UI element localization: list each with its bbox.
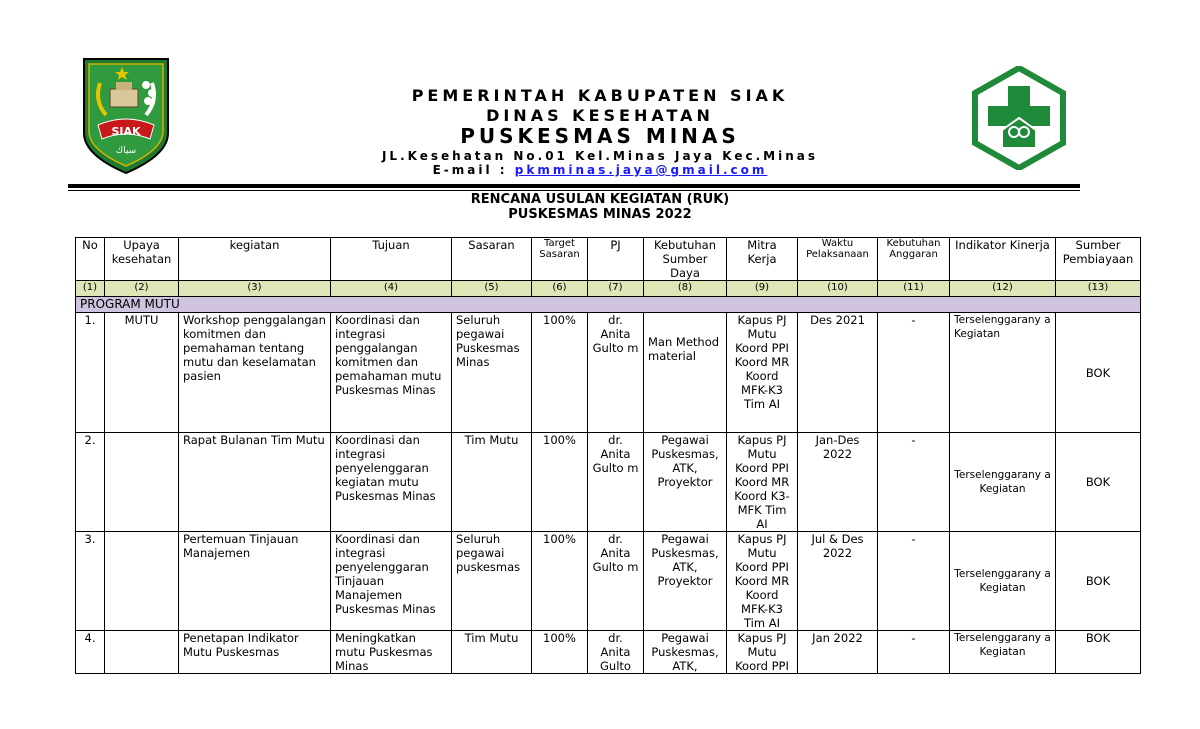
- col-number: (13): [1056, 281, 1141, 297]
- table-row: [76, 532, 1141, 631]
- kop-puskesmas: PUSKESMAS MINAS: [460, 124, 740, 148]
- cell-kegiatan: Workshop penggalangan komitmen dan pemahaman tentang mutu dan keselamatan pasien: [179, 313, 331, 433]
- cell-tujuan: Meningkatkan mutu Puskesmas Minas: [331, 631, 452, 674]
- table-row: [76, 313, 1141, 433]
- cell-sasaran: Seluruh pegawai Puskesmas Minas: [452, 313, 532, 433]
- table-row: [76, 433, 1141, 532]
- document-subtitle: PUSKESMAS MINAS 2022: [508, 207, 692, 222]
- col-header: Indikator Kinerja: [950, 238, 1056, 281]
- email-link[interactable]: pkmminas.jaya@gmail.com: [514, 163, 768, 177]
- program-label: PROGRAM MUTU: [76, 297, 1141, 313]
- col-header: Upaya kesehatan: [105, 238, 179, 281]
- cell-upaya: [105, 433, 179, 532]
- cell-pembiayaan: BOK: [1056, 532, 1141, 631]
- cell-upaya: [105, 532, 179, 631]
- header-rule-thick: [68, 184, 1080, 188]
- cell-upaya: [105, 631, 179, 674]
- cell-pj: dr. Anita Gulto m: [588, 532, 644, 631]
- cell-pembiayaan: BOK: [1056, 313, 1141, 433]
- table-header-row: [76, 238, 1141, 281]
- cell-mitra: Kapus PJ Mutu Koord PPI Koord MR Koord K3-MFK Tim AI: [727, 433, 798, 532]
- cell-pembiayaan: BOK: [1056, 433, 1141, 532]
- cell-waktu: Jan 2022: [798, 631, 878, 674]
- cell-sasaran: Seluruh pegawai puskesmas: [452, 532, 532, 631]
- col-header: Waktu Pelaksanaan: [798, 238, 878, 281]
- cell-indikator: Terselenggarany a Kegiatan: [950, 313, 1056, 433]
- cell-no: 3.: [76, 532, 105, 631]
- kop-address: JL.Kesehatan No.01 Kel.Minas Jaya Kec.Minas: [381, 149, 819, 163]
- cell-target: 100%: [532, 532, 588, 631]
- cell-waktu: Jul & Des 2022: [798, 532, 878, 631]
- cell-pj: dr. Anita Gulto: [588, 631, 644, 674]
- cell-pembiayaan: BOK: [1056, 631, 1141, 674]
- col-number: (5): [452, 281, 532, 297]
- cell-anggaran: -: [878, 433, 950, 532]
- siak-regency-logo: [78, 55, 174, 175]
- col-number: (8): [644, 281, 727, 297]
- col-number: (10): [798, 281, 878, 297]
- cell-kegiatan: Pertemuan Tinjauan Manajemen: [179, 532, 331, 631]
- cell-kegiatan: Rapat Bulanan Tim Mutu: [179, 433, 331, 532]
- cell-sumber-daya: Pegawai Puskesmas, ATK, Proyektor: [644, 532, 727, 631]
- logo-siak-arabic: سياك: [115, 146, 137, 156]
- cell-sumber-daya: Pegawai Puskesmas, ATK,: [644, 631, 727, 674]
- col-header: Sumber Pembiayaan: [1056, 238, 1141, 281]
- cell-mitra: Kapus PJ Mutu Koord PPI: [727, 631, 798, 674]
- col-number: (3): [179, 281, 331, 297]
- col-header: kegiatan: [179, 238, 331, 281]
- kop-pemerintah: PEMERINTAH KABUPATEN SIAK: [411, 86, 789, 105]
- cell-target: 100%: [532, 631, 588, 674]
- col-header: Mitra Kerja: [727, 238, 798, 281]
- col-number: (4): [331, 281, 452, 297]
- cell-no: 2.: [76, 433, 105, 532]
- cell-indikator: Terselenggarany a Kegiatan: [950, 631, 1056, 674]
- logo-siak-text: SIAK: [111, 125, 141, 138]
- col-number: (6): [532, 281, 588, 297]
- col-number: (7): [588, 281, 644, 297]
- cell-tujuan: Koordinasi dan integrasi penyelenggaran kegiatan mutu Puskesmas Minas: [331, 433, 452, 532]
- col-number: (9): [727, 281, 798, 297]
- cell-pj: dr. Anita Gulto m: [588, 313, 644, 433]
- cell-anggaran: -: [878, 532, 950, 631]
- col-header: Sasaran: [452, 238, 532, 281]
- cell-sumber-daya: Man Method material: [644, 313, 727, 433]
- cell-mitra: Kapus PJ Mutu Koord PPI Koord MR Koord MFK-K3 Tim AI: [727, 532, 798, 631]
- col-header: Tujuan: [331, 238, 452, 281]
- column-number-row: [76, 281, 1141, 297]
- col-number: (1): [76, 281, 105, 297]
- col-number: (2): [105, 281, 179, 297]
- cell-mitra: Kapus PJ Mutu Koord PPI Koord MR Koord MFK-K3 Tim AI: [727, 313, 798, 433]
- program-row: [76, 297, 1141, 313]
- cell-sumber-daya: Pegawai Puskesmas, ATK, Proyektor: [644, 433, 727, 532]
- cell-no: 4.: [76, 631, 105, 674]
- cell-waktu: Des 2021: [798, 313, 878, 433]
- cell-target: 100%: [532, 433, 588, 532]
- header-rule-thin: [68, 190, 1080, 191]
- col-number: (12): [950, 281, 1056, 297]
- cell-sasaran: Tim Mutu: [452, 433, 532, 532]
- cell-no: 1.: [76, 313, 105, 433]
- cell-indikator: Terselenggarany a Kegiatan: [950, 433, 1056, 532]
- cell-tujuan: Koordinasi dan integrasi penyelenggaran Tinjauan Manajemen Puskesmas Minas: [331, 532, 452, 631]
- col-header: No: [76, 238, 105, 281]
- col-header: Target Sasaran: [532, 238, 588, 281]
- puskesmas-logo: [970, 66, 1068, 170]
- cell-anggaran: -: [878, 631, 950, 674]
- cell-indikator: Terselenggarany a Kegiatan: [950, 532, 1056, 631]
- cell-kegiatan: Penetapan Indikator Mutu Puskesmas: [179, 631, 331, 674]
- email-label: E-mail :: [432, 163, 515, 177]
- col-number: (11): [878, 281, 950, 297]
- cell-target: 100%: [532, 313, 588, 433]
- col-header: PJ: [588, 238, 644, 281]
- cell-tujuan: Koordinasi dan integrasi penggalangan komitmen dan pemahaman mutu Puskesmas Minas: [331, 313, 452, 433]
- cell-anggaran: -: [878, 313, 950, 433]
- document-title: RENCANA USULAN KEGIATAN (RUK): [470, 192, 730, 207]
- cell-pj: dr. Anita Gulto m: [588, 433, 644, 532]
- cell-upaya: MUTU: [105, 313, 179, 433]
- kop-dinas: DINAS KESEHATAN: [486, 106, 714, 125]
- col-header: Kebutuhan Anggaran: [878, 238, 950, 281]
- cell-sasaran: Tim Mutu: [452, 631, 532, 674]
- ruk-table: [75, 237, 1141, 674]
- kop-email-line: [250, 163, 950, 177]
- table-row: [76, 631, 1141, 674]
- cell-waktu: Jan-Des 2022: [798, 433, 878, 532]
- col-header: Kebutuhan Sumber Daya: [644, 238, 727, 281]
